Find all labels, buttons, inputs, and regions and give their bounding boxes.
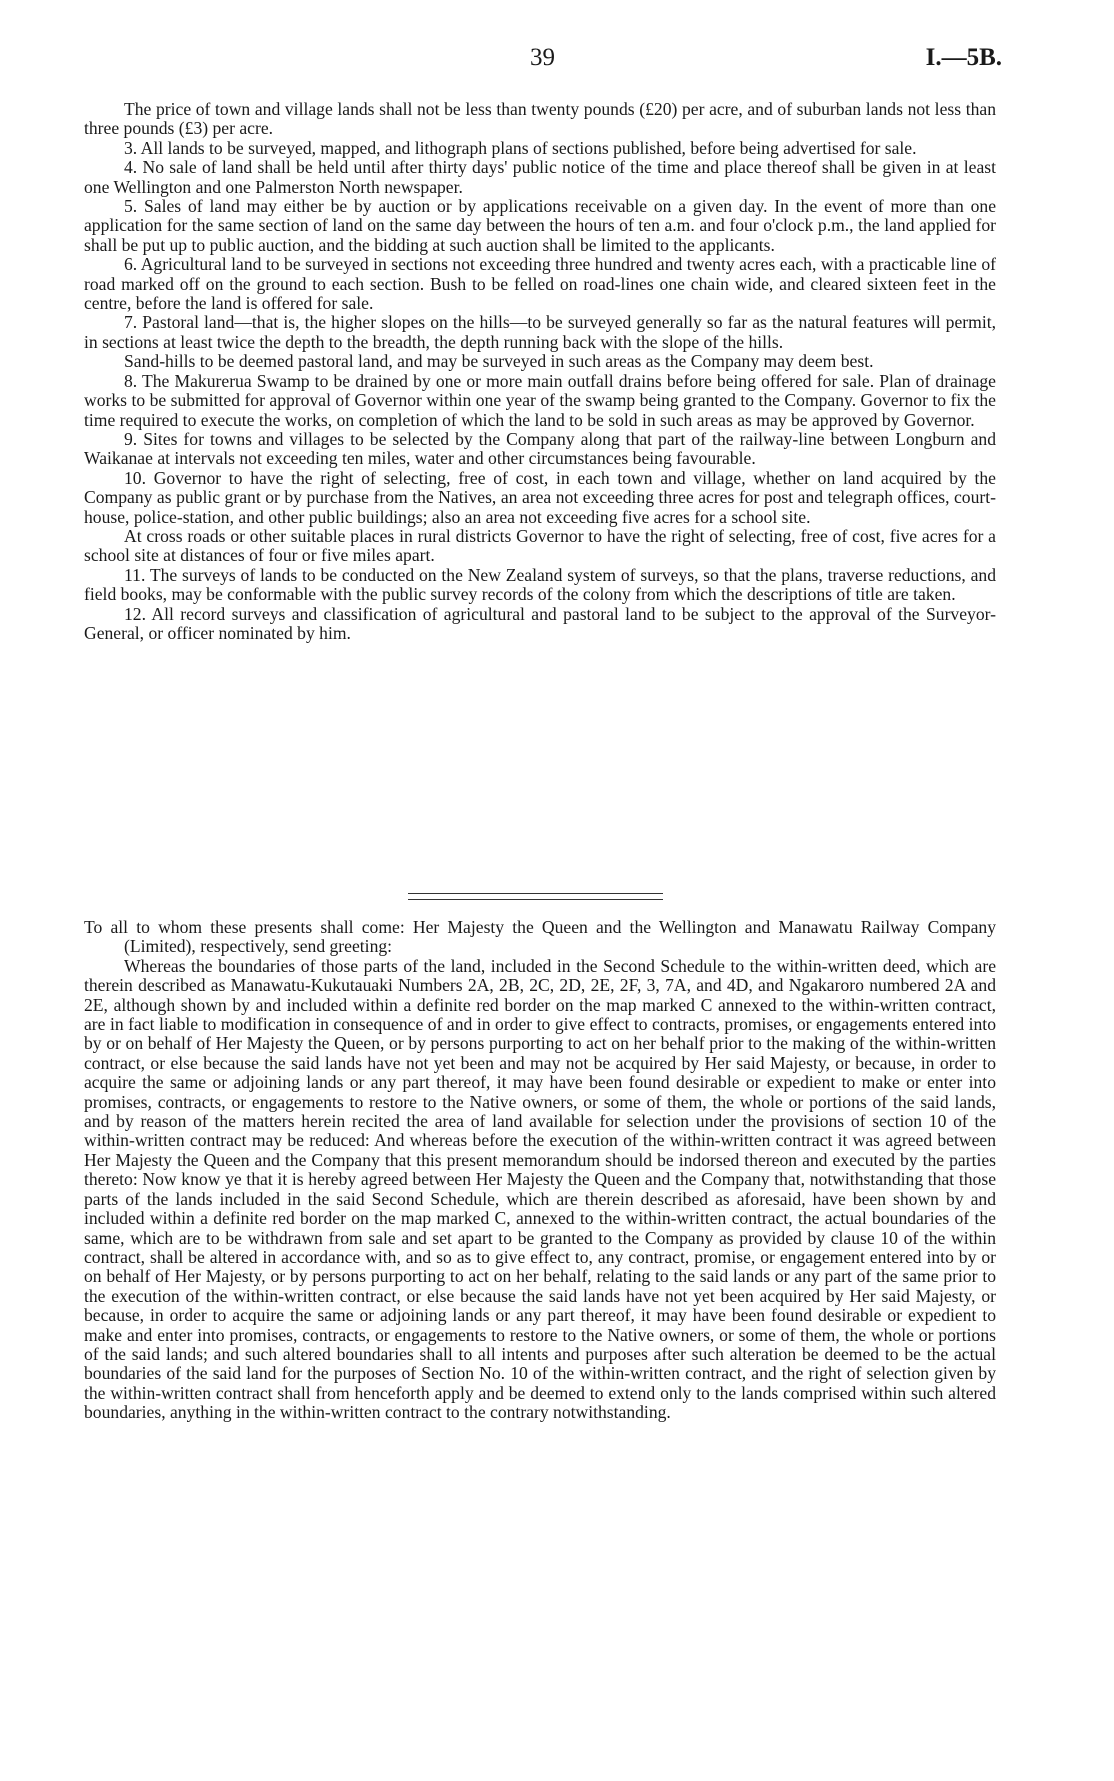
condition-paragraph: 7. Pastoral land—that is, the higher slopes on the hills—to be surveyed generally so far as the natural features will permit, in sections at least twice the depth to the breadth, the depth running back with the slope of the hills. [84, 312, 996, 352]
conditions-section [84, 100, 996, 643]
condition-paragraph: 5. Sales of land may either be by auction or by applications receivable on a given day. In the event of more than one application for the same section of land on the same day between the hours of ten a.m. and four o'clock p.m., the land applied for shall be put up to public auction, and the bidding at such auction shall be limited to the applicants. [84, 196, 996, 255]
section-divider [408, 893, 663, 900]
condition-paragraph: 4. No sale of land shall be held until after thirty days' public notice of the time and place thereof shall be given in at least one Wellington and one Palmerston North newspaper. [84, 157, 996, 197]
memorandum-body: Whereas the boundaries of those parts of the land, included in the Second Schedule to the within-written deed, which are therein described as Manawatu-Kukutauaki Numbers 2A, 2B, 2C, 2D, 2E, 2F, 3, 7A, and 4D, and Ngakaroro numbered 2A and 2E, although shown by and included within a definite red border on the map marked C annexed to the within-written contract, are in fact liable to modification in consequence of and in order to give effect to contracts, promises, or engagements entered into by or on behalf of Her Majesty the Queen, or by persons purporting to act on her behalf prior to the making of the within-written contract, or else because the said lands have not yet been and may not be acquired by Her said Majesty, or because, in order to acquire the same or adjoining lands or any part thereof, it may have been found desirable or expedient to make or enter into promises, contracts, or engagements to restore to the Native owners, or some of them, the whole or portions of the said lands, and by reason of the matters herein recited the area of land available for selection under the provisions of section 10 of the within-written contract may be reduced: And whereas before the execution of the within-written contract it was agreed between Her Majesty the Queen and the Company that this present memorandum should be indorsed thereon and executed by the parties thereto: Now know ye that it is hereby agreed between Her Majesty the Queen and the Company that, notwithstanding that those parts of the lands included in the said Second Schedule, which are therein described as aforesaid, have been shown by and included within a definite red border on the map marked C, annexed to the within-written contract, the actual boundaries of the same, which are to be withdrawn from sale and set apart to be granted to the Company as provided by clause 10 of the within contract, shall be altered in accordance with, and so as to give effect to, any contract, promise, or engagement entered into by or on behalf of Her Majesty, or by persons purporting to act on her behalf, relating to the said lands or any part of the same prior to the execution of the within-written contract, or else because the said lands have not yet been acquired by Her said Majesty, or because, in order to acquire the same or adjoining lands or any part thereof, it may have been found desirable or expedient to make and enter into promises, contracts, or engagements to restore to the Native owners, or some of them, the whole or portions of the said lands; and such altered boundaries shall to all intents and purposes after such alteration be deemed to be the actual boundaries of the said land for the purposes of Section No. 10 of the within-written contract, and the right of selection given by the within-written contract shall from henceforth apply and be deemed to extend only to the lands comprised within such altered boundaries, anything in the within-written contract to the contrary notwithstanding. [84, 955, 996, 1423]
memorandum-section [84, 918, 996, 1423]
memorandum-address: To all to whom these presents shall come: Her Majesty the Queen and the Wellington and Manawatu Railway Company (Limited), respectively, send greeting: [84, 917, 996, 957]
condition-paragraph: 3. All lands to be surveyed, mapped, and lithograph plans of sections published, before being advertised for sale. [124, 137, 917, 158]
condition-paragraph: 9. Sites for towns and villages to be selected by the Company along that part of the railway-line between Longburn and Waikanae at intervals not exceeding ten miles, water and other circumstances being favourable. [84, 428, 996, 469]
page-number: 39 [530, 44, 555, 71]
condition-paragraph: 6. Agricultural land to be surveyed in sections not exceeding three hundred and twenty acres each, with a practicable line of road marked off on the ground to each section. Bush to be felled on road-lines one chain wide, and cleared sixteen feet in the centre, before the land is offered for sale. [84, 254, 996, 314]
condition-paragraph: The price of town and village lands shall not be less than twenty pounds (£20) per acre, and of suburban lands not less than three pounds (£3) per acre. [84, 99, 996, 139]
condition-paragraph: 12. All record surveys and classification of agricultural and pastoral land to be subject to the approval of the Surveyor-General, or officer nominated by him. [84, 603, 996, 643]
page-header [0, 44, 1114, 84]
condition-paragraph: At cross roads or other suitable places in rural districts Governor to have the right of selecting, free of cost, five acres for a school site at distances of four or five miles apart. [84, 525, 996, 566]
condition-paragraph: 11. The surveys of lands to be conducted on the New Zealand system of surveys, so that the plans, traverse reductions, and field books, may be conformable with the public survey records of the colony from which the descriptions of title are taken. [84, 564, 996, 605]
document-reference: I.—5B. [925, 44, 1002, 71]
condition-paragraph: 10. Governor to have the right of selecting, free of cost, in each town and village, whether on land acquired by the Company as public grant or by purchase from the Natives, an area not exceeding three acres for post and telegraph offices, court-house, police-station, and other public buildings; also an area not exceeding five acres for a school site. [84, 467, 996, 527]
condition-paragraph: 8. The Makurerua Swamp to be drained by one or more main outfall drains before being offered for sale. Plan of drainage works to be submitted for approval of Governor within one year of the swamp being granted to the Company. Governor to fix the time required to execute the works, on completion of which the land to be sold in such areas as may be approved by Governor. [84, 370, 996, 430]
condition-paragraph: Sand-hills to be deemed pastoral land, and may be surveyed in such areas as the Company may deem best. [124, 351, 874, 372]
